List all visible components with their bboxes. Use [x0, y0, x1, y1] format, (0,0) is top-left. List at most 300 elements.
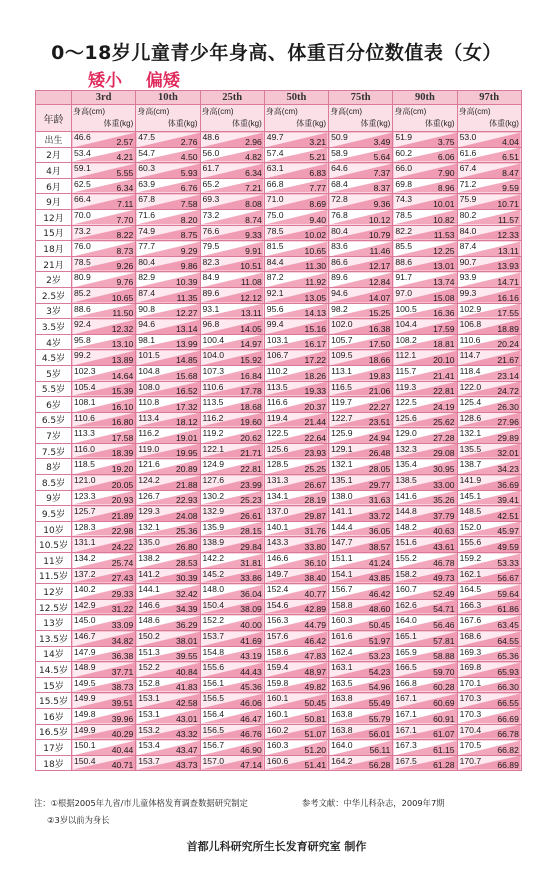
- value-cell: [329, 397, 393, 413]
- table-row: [36, 662, 522, 678]
- height-value: 78.5: [266, 225, 284, 236]
- height-value: 129.1: [331, 443, 353, 454]
- value-cell: [200, 443, 264, 459]
- weight-value: 7.70: [116, 214, 134, 225]
- value-cell: [72, 490, 136, 506]
- value-cell: [393, 677, 457, 693]
- value-cell: [72, 397, 136, 413]
- value-cell: [136, 178, 200, 194]
- height-value: 145.2: [202, 568, 225, 579]
- height-unit-label: 身高(cm): [394, 107, 427, 116]
- weight-value: 31.81: [240, 557, 262, 568]
- height-value: 116.5: [331, 381, 352, 392]
- table-row: [36, 693, 522, 709]
- weight-value: 36.38: [111, 651, 134, 662]
- weight-value: 44.43: [240, 666, 262, 677]
- weight-unit-label: 体重(kg): [103, 119, 134, 128]
- height-value: 76.0: [74, 241, 91, 252]
- value-cell: [136, 225, 200, 241]
- height-value: 145.1: [459, 490, 482, 501]
- height-value: 144.4: [331, 521, 353, 532]
- height-value: 95.6: [266, 303, 284, 314]
- weight-value: 18.26: [304, 370, 327, 381]
- table-row: [36, 599, 522, 615]
- value-cell: [393, 412, 457, 428]
- height-value: 105.7: [331, 334, 353, 345]
- weight-value: 46.76: [240, 729, 262, 740]
- age-cell: 3岁: [36, 303, 72, 319]
- height-value: 162.6: [395, 599, 417, 610]
- height-value: 151.3: [138, 646, 160, 657]
- weight-value: 54.96: [368, 682, 391, 693]
- height-value: 142.9: [74, 599, 96, 610]
- height-value: 145.0: [74, 615, 96, 626]
- value-cell: [264, 521, 328, 537]
- value-cell: [72, 381, 136, 397]
- value-cell: [264, 272, 328, 288]
- unit-header-cell: [72, 105, 136, 132]
- weight-value: 21.44: [304, 417, 327, 428]
- value-cell: [72, 459, 136, 475]
- height-value: 150.2: [138, 631, 160, 641]
- weight-value: 43.47: [176, 744, 198, 755]
- height-value: 164.2: [331, 755, 353, 766]
- weight-value: 15.39: [111, 386, 134, 397]
- percentile-header: 3rd: [72, 91, 136, 105]
- value-cell: [136, 740, 200, 756]
- value-cell: [72, 241, 136, 257]
- height-value: 108.1: [74, 397, 96, 408]
- height-value: 141.1: [331, 506, 353, 517]
- value-cell: [393, 334, 457, 350]
- height-value: 80.4: [331, 225, 348, 236]
- weight-value: 6.83: [309, 167, 327, 178]
- height-value: 102.9: [459, 303, 482, 314]
- weight-value: 6.51: [502, 152, 519, 163]
- value-cell: [393, 740, 457, 756]
- age-cell: 14.5岁: [36, 662, 72, 678]
- height-value: 153.1: [138, 708, 160, 719]
- weight-value: 36.05: [368, 526, 391, 537]
- height-value: 138.2: [138, 553, 160, 564]
- value-cell: [329, 553, 393, 569]
- value-cell: [72, 631, 136, 647]
- value-cell: [393, 350, 457, 366]
- value-cell: [393, 646, 457, 662]
- height-unit-label: 身高(cm): [458, 107, 491, 116]
- height-value: 169.3: [459, 646, 482, 657]
- value-cell: [457, 599, 521, 615]
- weight-value: 15.68: [176, 370, 198, 381]
- weight-value: 25.25: [304, 464, 327, 475]
- footer-credit: 首都儿科研究所生长发育研究室 制作: [186, 840, 367, 853]
- height-value: 162.4: [331, 646, 353, 657]
- height-value: 75.0: [266, 209, 284, 220]
- corner-cell: [36, 91, 72, 105]
- weight-value: 25.74: [111, 557, 134, 568]
- height-value: 121.0: [74, 475, 96, 486]
- height-value: 66.8: [266, 178, 284, 189]
- height-value: 104.8: [138, 365, 160, 376]
- height-value: 163.8: [331, 693, 353, 704]
- weight-value: 61.15: [433, 744, 455, 755]
- value-cell: [136, 662, 200, 678]
- height-value: 158.2: [395, 568, 417, 579]
- value-cell: [264, 584, 328, 600]
- weight-value: 11.30: [305, 261, 327, 272]
- weight-value: 43.32: [176, 729, 198, 740]
- weight-value: 25.36: [176, 526, 198, 537]
- value-cell: [457, 428, 521, 444]
- age-cell: 14岁: [36, 646, 72, 662]
- age-cell: 5.5岁: [36, 381, 72, 397]
- value-cell: [264, 568, 328, 584]
- value-cell: [329, 163, 393, 179]
- height-value: 124.2: [138, 475, 160, 486]
- table-row: [36, 381, 522, 397]
- weight-value: 22.93: [176, 495, 198, 506]
- value-cell: [200, 553, 264, 569]
- height-unit-label: 身高(cm): [201, 107, 234, 116]
- weight-value: 45.97: [497, 526, 519, 537]
- table-row: [36, 209, 522, 225]
- weight-value: 43.85: [368, 573, 391, 584]
- weight-value: 43.73: [176, 760, 198, 771]
- height-value: 160.1: [266, 708, 289, 719]
- weight-value: 49.59: [497, 542, 519, 553]
- age-cell: 21月: [36, 256, 72, 272]
- weight-value: 29.77: [368, 479, 391, 490]
- value-cell: [329, 287, 393, 303]
- height-value: 130.2: [202, 490, 225, 501]
- value-cell: [200, 724, 264, 740]
- height-unit-label: 身高(cm): [73, 107, 105, 116]
- weight-value: 3.49: [373, 136, 391, 147]
- height-value: 167.1: [395, 724, 417, 735]
- weight-value: 24.19: [433, 401, 455, 412]
- weight-value: 12.25: [433, 245, 455, 256]
- value-cell: [136, 677, 200, 693]
- subtitle-short: 矮小: [88, 71, 122, 91]
- height-value: 170.3: [459, 708, 482, 719]
- height-value: 94.6: [138, 319, 155, 330]
- weight-value: 34.82: [111, 635, 134, 646]
- value-cell: [200, 132, 264, 148]
- weight-value: 12.27: [176, 308, 198, 319]
- value-cell: [200, 677, 264, 693]
- weight-value: 36.69: [497, 479, 519, 490]
- weight-value: 47.83: [304, 651, 327, 662]
- value-cell: [200, 303, 264, 319]
- height-value: 87.4: [138, 287, 155, 298]
- table-row: [36, 272, 522, 288]
- height-value: 76.6: [202, 225, 220, 236]
- weight-value: 40.63: [433, 526, 455, 537]
- height-value: 122.1: [202, 443, 225, 454]
- value-cell: [136, 443, 200, 459]
- value-cell: [200, 209, 264, 225]
- height-value: 148.6: [138, 615, 160, 626]
- height-value: 93.1: [202, 303, 220, 314]
- height-value: 156.7: [331, 584, 353, 595]
- height-value: 116.2: [202, 412, 224, 423]
- age-cell: 5岁: [36, 365, 72, 381]
- age-cell: 10岁: [36, 521, 72, 537]
- height-value: 119.4: [266, 412, 288, 423]
- value-cell: [329, 475, 393, 491]
- height-value: 158.6: [266, 646, 289, 657]
- weight-value: 18.68: [240, 401, 262, 412]
- weight-value: 2.96: [245, 136, 262, 147]
- weight-value: 14.05: [240, 323, 262, 334]
- height-value: 67.4: [459, 163, 477, 174]
- value-cell: [72, 662, 136, 678]
- height-value: 148.5: [459, 506, 482, 517]
- weight-value: 57.81: [433, 635, 455, 646]
- height-value: 48.6: [202, 132, 220, 142]
- value-cell: [72, 428, 136, 444]
- value-cell: [136, 381, 200, 397]
- weight-value: 31.22: [111, 604, 134, 615]
- weight-value: 48.97: [304, 666, 327, 677]
- height-value: 74.3: [395, 194, 413, 205]
- weight-value: 46.06: [240, 697, 262, 708]
- value-cell: [264, 475, 328, 491]
- value-cell: [264, 708, 328, 724]
- value-cell: [329, 631, 393, 647]
- height-value: 125.6: [266, 443, 289, 454]
- height-value: 74.9: [138, 225, 155, 236]
- height-value: 83.6: [331, 241, 348, 252]
- age-cell: 7.5岁: [36, 443, 72, 459]
- table-row: [36, 334, 522, 350]
- value-cell: [329, 209, 393, 225]
- weight-value: 6.76: [180, 183, 198, 194]
- weight-value: 29.87: [304, 510, 327, 521]
- height-value: 100.4: [202, 334, 225, 345]
- height-value: 160.6: [266, 755, 289, 766]
- weight-unit-label: 体重(kg): [232, 119, 262, 128]
- value-cell: [136, 506, 200, 522]
- value-cell: [200, 755, 264, 771]
- value-cell: [393, 553, 457, 569]
- height-value: 164.5: [459, 584, 482, 595]
- height-value: 137.0: [266, 506, 289, 517]
- height-value: 56.0: [202, 147, 220, 158]
- height-value: 108.0: [138, 381, 160, 392]
- value-cell: [457, 132, 521, 148]
- weight-value: 10.82: [433, 214, 455, 225]
- value-cell: [200, 428, 264, 444]
- height-value: 159.2: [459, 553, 482, 564]
- table-row: [36, 708, 522, 724]
- height-value: 154.6: [266, 599, 289, 610]
- value-cell: [72, 132, 136, 148]
- weight-value: 14.97: [240, 339, 262, 350]
- value-cell: [457, 287, 521, 303]
- value-cell: [200, 194, 264, 210]
- value-cell: [393, 490, 457, 506]
- weight-value: 46.78: [433, 557, 455, 568]
- height-value: 157.6: [266, 631, 289, 641]
- weight-value: 39.55: [176, 651, 198, 662]
- height-value: 108.2: [395, 334, 417, 345]
- height-value: 84.4: [266, 256, 284, 267]
- weight-value: 59.70: [433, 666, 455, 677]
- height-value: 96.8: [202, 319, 220, 330]
- height-value: 152.2: [138, 662, 160, 673]
- height-value: 138.5: [395, 475, 417, 486]
- value-cell: [72, 568, 136, 584]
- height-value: 113.3: [74, 428, 95, 439]
- weight-value: 26.48: [368, 448, 391, 459]
- weight-value: 10.02: [304, 230, 327, 241]
- value-cell: [200, 646, 264, 662]
- value-cell: [264, 662, 328, 678]
- age-cell: 12岁: [36, 584, 72, 600]
- height-value: 166.3: [459, 599, 482, 610]
- weight-value: 19.01: [176, 432, 198, 443]
- height-value: 76.8: [331, 209, 348, 220]
- value-cell: [72, 334, 136, 350]
- value-cell: [329, 740, 393, 756]
- height-value: 57.4: [266, 147, 284, 158]
- height-value: 85.2: [74, 287, 91, 298]
- value-cell: [457, 662, 521, 678]
- subtitle: [88, 66, 198, 91]
- height-value: 159.4: [266, 662, 289, 673]
- value-cell: [264, 740, 328, 756]
- value-cell: [200, 147, 264, 163]
- value-cell: [264, 428, 328, 444]
- height-value: 90.8: [138, 303, 155, 314]
- height-value: 160.7: [395, 584, 417, 595]
- value-cell: [329, 147, 393, 163]
- height-value: 66.0: [395, 163, 413, 174]
- value-cell: [264, 365, 328, 381]
- weight-value: 40.77: [304, 588, 327, 599]
- value-cell: [136, 272, 200, 288]
- value-cell: [264, 241, 328, 257]
- weight-value: 23.99: [240, 479, 262, 490]
- weight-value: 16.84: [240, 370, 262, 381]
- height-value: 121.6: [138, 459, 160, 470]
- value-cell: [264, 490, 328, 506]
- height-value: 78.5: [395, 209, 413, 220]
- height-value: 137.2: [74, 568, 96, 579]
- height-value: 132.1: [138, 521, 160, 532]
- height-value: 106.7: [266, 350, 289, 361]
- value-cell: [72, 287, 136, 303]
- weight-value: 16.38: [368, 323, 391, 334]
- height-value: 110.6: [74, 412, 95, 423]
- height-value: 99.4: [266, 319, 284, 330]
- value-cell: [264, 693, 328, 709]
- height-value: 152.8: [138, 677, 160, 688]
- height-value: 124.9: [202, 459, 225, 470]
- value-cell: [457, 412, 521, 428]
- value-cell: [72, 225, 136, 241]
- note-1: 注：①根据2005年九省/市儿童体格发育调查数据研究制定: [34, 798, 248, 808]
- height-value: 107.3: [202, 365, 225, 376]
- value-cell: [393, 287, 457, 303]
- height-value: 122.0: [459, 381, 482, 392]
- weight-value: 9.59: [502, 183, 519, 194]
- value-cell: [393, 475, 457, 491]
- height-value: 87.4: [459, 241, 477, 252]
- height-value: 86.6: [331, 256, 348, 267]
- height-value: 119.3: [395, 381, 417, 392]
- weight-value: 23.51: [368, 417, 391, 428]
- height-value: 135.4: [395, 459, 417, 470]
- value-cell: [264, 319, 328, 335]
- value-cell: [329, 256, 393, 272]
- table-row: [36, 568, 522, 584]
- height-value: 75.9: [459, 194, 477, 205]
- value-cell: [136, 568, 200, 584]
- height-value: 165.1: [395, 631, 417, 641]
- table-row: [36, 646, 522, 662]
- weight-value: 13.93: [497, 261, 519, 272]
- weight-value: 20.05: [111, 479, 134, 490]
- weight-value: 13.11: [497, 245, 519, 256]
- weight-value: 19.20: [111, 464, 134, 475]
- weight-value: 9.29: [180, 245, 198, 256]
- value-cell: [264, 132, 328, 148]
- weight-value: 21.41: [433, 370, 455, 381]
- weight-value: 15.08: [433, 292, 455, 303]
- height-value: 71.6: [138, 209, 155, 220]
- height-value: 167.5: [395, 755, 417, 766]
- weight-value: 8.74: [245, 214, 262, 225]
- weight-value: 65.36: [497, 651, 519, 662]
- weight-value: 37.71: [111, 666, 134, 677]
- weight-value: 10.71: [497, 198, 519, 209]
- weight-value: 11.50: [112, 308, 134, 319]
- weight-value: 66.30: [497, 682, 519, 693]
- weight-value: 14.07: [368, 292, 391, 303]
- weight-value: 42.58: [176, 697, 198, 708]
- height-value: 126.7: [138, 490, 160, 501]
- weight-value: 34.39: [176, 604, 198, 615]
- weight-value: 33.80: [304, 542, 327, 553]
- value-cell: [200, 397, 264, 413]
- table-row: [36, 287, 522, 303]
- value-cell: [72, 646, 136, 662]
- value-cell: [457, 755, 521, 771]
- height-value: 160.1: [266, 693, 289, 704]
- weight-value: 38.57: [368, 542, 391, 553]
- age-cell: 6月: [36, 178, 72, 194]
- age-cell: 7岁: [36, 428, 72, 444]
- table-row: [36, 459, 522, 475]
- value-cell: [264, 178, 328, 194]
- value-cell: [264, 194, 328, 210]
- weight-value: 24.72: [497, 386, 519, 397]
- weight-value: 56.46: [433, 620, 455, 630]
- height-value: 63.9: [138, 178, 155, 189]
- table-row: [36, 631, 522, 647]
- height-value: 94.6: [331, 287, 348, 298]
- age-cell: 6.5岁: [36, 412, 72, 428]
- weight-value: 7.90: [437, 167, 455, 178]
- weight-value: 11.92: [305, 276, 327, 287]
- value-cell: [264, 677, 328, 693]
- height-value: 116.2: [138, 428, 160, 439]
- value-cell: [457, 241, 521, 257]
- percentile-table: [35, 90, 521, 781]
- value-cell: [329, 443, 393, 459]
